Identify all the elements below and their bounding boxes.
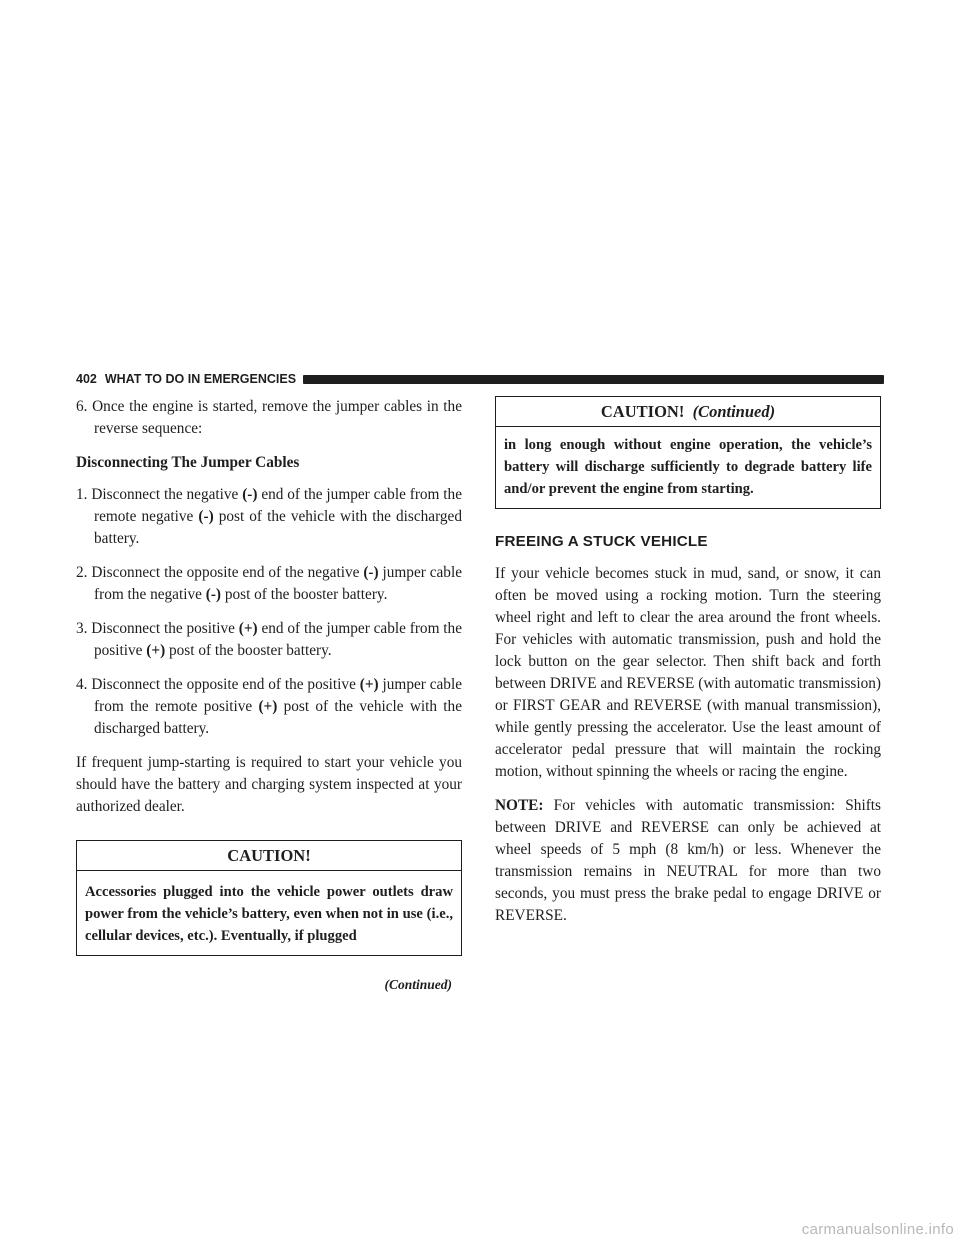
step-1: 1. Disconnect the negative (-) end of the jumper cable from the remote negative (-) post of the vehicle with the discharged battery. — [76, 486, 462, 547]
left-column — [76, 396, 462, 996]
caution-body: Accessories plugged into the vehicle power outlets draw power from the vehicle’s battery, even when not in use (i.e., cellular devices, etc.). Eventually, if plugged — [85, 884, 453, 944]
step-2: 2. Disconnect the opposite end of the negative (-) jumper cable from the negative (-) post of the booster battery. — [76, 564, 462, 603]
right-column — [495, 396, 881, 939]
note-text: For vehicles with automatic transmission: Shifts between DRIVE and REVERSE can only be achieved at wheel speeds of 5 mph (8 km/h) or less. Whenever the transmission remains in NEUTRAL for more than two seconds, you must press the brake pedal to engage DRIVE or REVERSE. — [495, 797, 881, 924]
jump-start-paragraph: If frequent jump-starting is required to start your vehicle you should have the battery and charging system inspected at your authorized dealer. — [76, 754, 462, 815]
caution-continued-box — [495, 396, 881, 509]
caution-continued-body: in long enough without engine operation, the vehicle’s battery will discharge sufficiently to degrade battery life and/or prevent the engine from starting. — [504, 437, 872, 497]
note-paragraph — [495, 795, 881, 927]
watermark: carmanualsonline.info — [801, 1221, 954, 1238]
section-heading-stuck-vehicle: FREEING A STUCK VEHICLE — [495, 533, 708, 550]
caution-continued-title: CAUTION! (Continued) — [496, 397, 880, 427]
section-title: WHAT TO DO IN EMERGENCIES — [104, 372, 297, 386]
step-6: 6. Once the engine is started, remove the jumper cables in the reverse sequence: — [76, 398, 462, 437]
subheading-disconnecting: Disconnecting The Jumper Cables — [76, 454, 300, 471]
page-number: 402 — [76, 372, 97, 386]
caution-title: CAUTION! — [77, 841, 461, 871]
continued-label: (Continued) — [384, 977, 452, 992]
header-rule — [303, 375, 884, 384]
note-label: NOTE: — [495, 797, 544, 814]
page-header — [76, 372, 884, 386]
step-3: 3. Disconnect the positive (+) end of the jumper cable from the positive (+) post of the booster battery. — [76, 620, 462, 659]
step-4: 4. Disconnect the opposite end of the positive (+) jumper cable from the remote positive (+) post of the vehicle with the discharged battery. — [76, 676, 462, 737]
stuck-vehicle-paragraph: If your vehicle becomes stuck in mud, sand, or snow, it can often be moved using a rocking motion. Turn the steering wheel right and left to clear the area around the front wheels. For vehicles with automatic transmission, push and hold the lock button on the gear selector. Then shift back and forth between DRIVE and REVERSE (with automatic transmission) or FIRST GEAR and REVERSE (with manual transmission), while gently pressing the accelerator. Use the least amount of accelerator pedal pressure that will maintain the rocking motion, without spinning the wheels or racing the engine. — [495, 565, 881, 780]
caution-box — [76, 840, 462, 956]
